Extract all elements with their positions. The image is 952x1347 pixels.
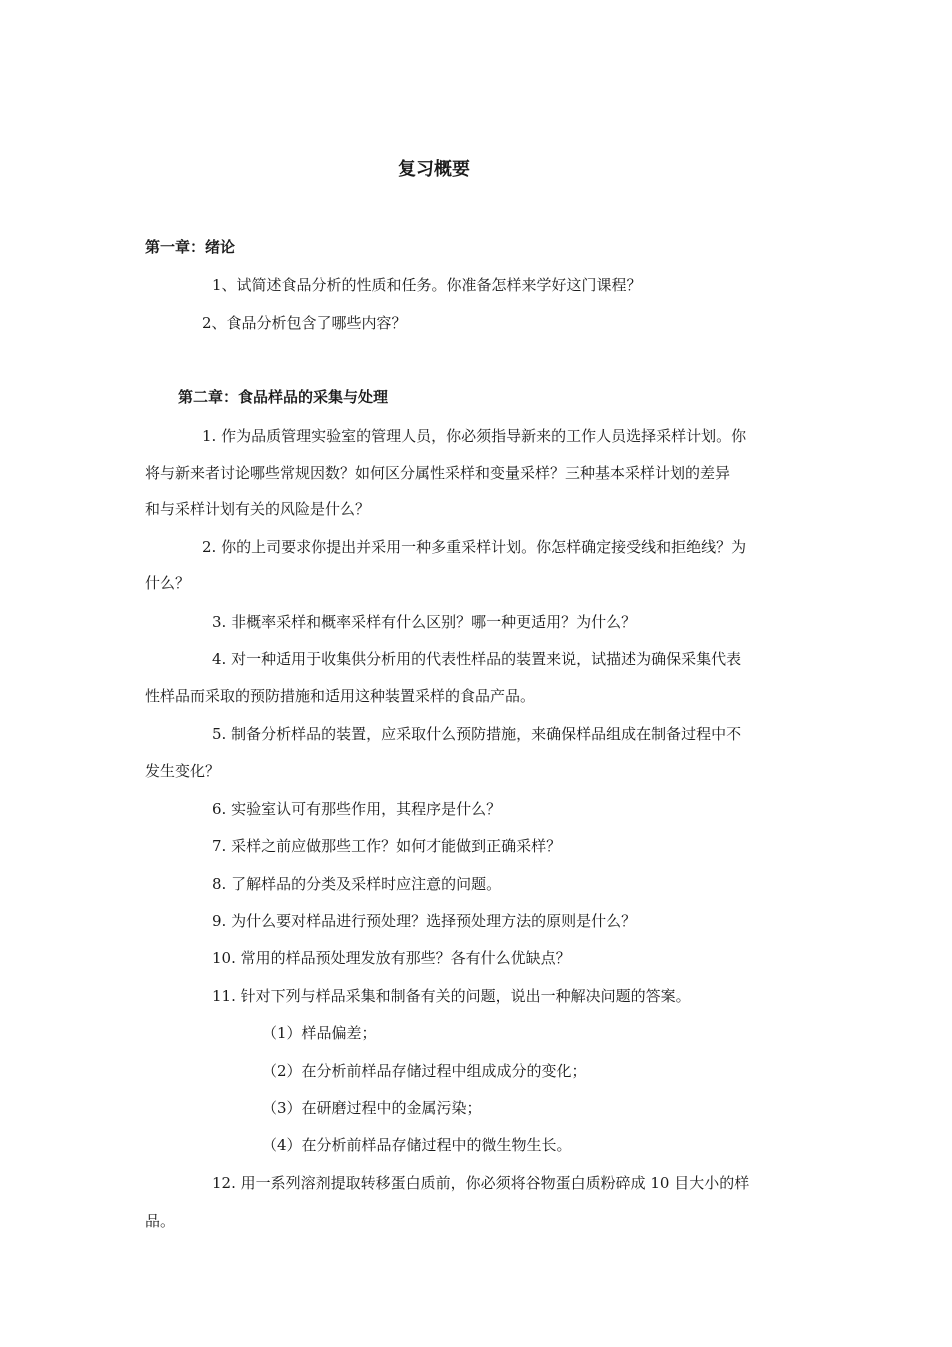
- chapter1-heading: 第一章：绪论: [145, 238, 236, 256]
- chapter1-question-2: 2、食品分析包含了哪些内容？: [202, 314, 407, 332]
- chapter2-question-11-item-4: （4）在分析前样品存储过程中的微生物生长。: [262, 1136, 572, 1154]
- chapter2-question-1-line-1: 1. 作为品质管理实验室的管理人员，你必须指导新来的工作人员选择采样计划。你: [202, 427, 747, 445]
- chapter2-heading: 第二章：食品样品的采集与处理: [178, 388, 389, 406]
- chapter2-question-8: 8. 了解样品的分类及采样时应注意的问题。: [212, 875, 502, 893]
- chapter2-question-2-line-2: 什么？: [145, 574, 191, 592]
- chapter2-question-11-item-1: （1）样品偏差；: [262, 1024, 377, 1042]
- chapter2-question-11: 11. 针对下列与样品采集和制备有关的问题，说出一种解决问题的答案。: [212, 987, 691, 1005]
- chapter2-question-9: 9. 为什么要对样品进行预处理？选择预处理方法的原则是什么？: [212, 912, 637, 930]
- chapter2-question-12-line-2: 品。: [145, 1212, 176, 1230]
- chapter2-question-11-item-3: （3）在研磨过程中的金属污染；: [262, 1099, 482, 1117]
- page-title: 复习概要: [398, 159, 470, 180]
- chapter2-question-10: 10. 常用的样品预处理发放有那些？各有什么优缺点？: [212, 949, 571, 967]
- chapter2-question-11-item-2: （2）在分析前样品存储过程中组成成分的变化；: [262, 1062, 587, 1080]
- chapter2-question-1-line-2: 将与新来者讨论哪些常规因数？如何区分属性采样和变量采样？三种基本采样计划的差异: [145, 464, 731, 482]
- chapter2-question-2-line-1: 2. 你的上司要求你提出并采用一种多重采样计划。你怎样确定接受线和拒绝线？为: [202, 538, 747, 556]
- chapter2-question-3: 3. 非概率采样和概率采样有什么区别？哪一种更适用？为什么？: [212, 613, 637, 631]
- chapter2-question-4-line-2: 性样品而采取的预防措施和适用这种装置采样的食品产品。: [145, 687, 536, 705]
- chapter2-question-5-line-1: 5. 制备分析样品的装置，应采取什么预防措施，来确保样品组成在制备过程中不: [212, 725, 742, 743]
- chapter2-question-5-line-2: 发生变化？: [145, 762, 221, 780]
- chapter2-question-6: 6. 实验室认可有那些作用，其程序是什么？: [212, 800, 502, 818]
- chapter2-question-7: 7. 采样之前应做那些工作？如何才能做到正确采样？: [212, 837, 562, 855]
- chapter1-question-1: 1、试简述食品分析的性质和任务。你准备怎样来学好这门课程？: [212, 276, 642, 294]
- chapter2-question-4-line-1: 4. 对一种适用于收集供分析用的代表性样品的装置来说，试描述为确保采集代表: [212, 650, 742, 668]
- chapter2-question-1-line-3: 和与采样计划有关的风险是什么？: [145, 500, 371, 518]
- chapter2-question-12-line-1: 12. 用一系列溶剂提取转移蛋白质前，你必须将谷物蛋白质粉碎成 10 目大小的样: [212, 1174, 750, 1192]
